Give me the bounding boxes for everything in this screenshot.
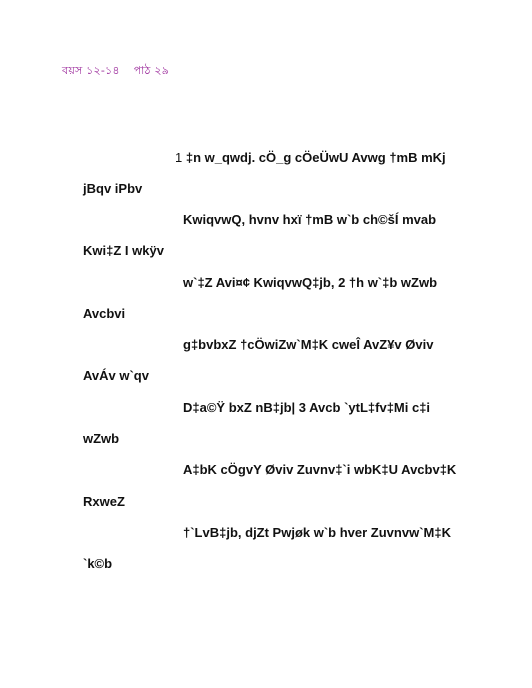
text-line-10: wZwb (83, 431, 120, 446)
text-line-9: D‡a©Ÿ bxZ nB‡jb| 3 Avcb `ytL‡fv‡Mi c‡i (183, 400, 431, 415)
text-line-12: RxweZ (83, 494, 125, 509)
page-header (62, 62, 169, 81)
header-age: বয়স ১২-১৪ (62, 64, 120, 77)
text-line-1 (175, 150, 446, 165)
text-line-6: Avcbvi (83, 306, 126, 321)
text-line-13: †`LvB‡jb, djZt Pwjøk w`b hver Zuvnvw`M‡K (183, 525, 451, 540)
text-line-3: KwiqvwQ, hvnv hxï †mB w`b ch©šÍ mvab (183, 212, 437, 227)
verse-number: 1 (175, 150, 183, 165)
text-line-8: AvÁv w`qv (83, 368, 149, 383)
text-line-11: A‡bK cÖgvY Øviv Zuvnv‡`i wbK‡U Avcbv‡K (183, 462, 457, 477)
text-line-1-content: ‡n w_qwdj. cÖ_g cÖeÜwU Avwg †mB mKj (182, 150, 446, 165)
text-line-14: `k©b (83, 556, 113, 571)
text-line-4: Kwi‡Z I wkÿv (83, 243, 164, 258)
text-line-7: g‡bvbxZ †cÖwiZw`M‡K cweÎ AvZ¥v Øviv (183, 337, 434, 352)
text-line-2: jBqv iPbv (83, 181, 143, 196)
header-lesson: পাঠ ২৯ (133, 64, 170, 77)
text-line-5: w`‡Z Avi¤¢ KwiqvwQ‡jb, 2 †h w`‡b wZwb (183, 275, 438, 290)
